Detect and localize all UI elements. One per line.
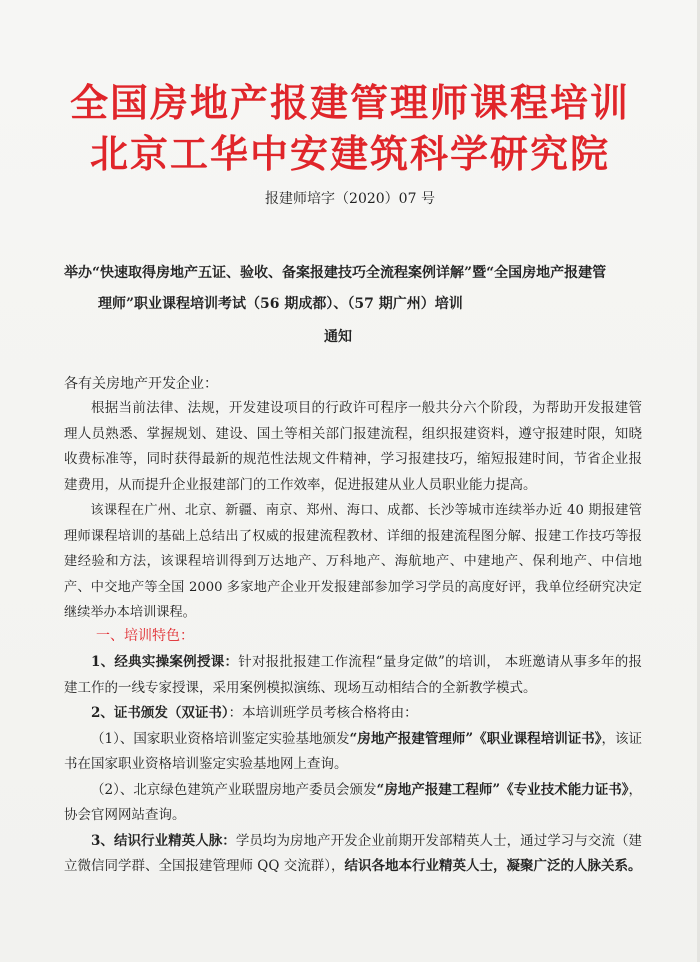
feature-item-1 xyxy=(64,650,642,701)
document-number: 报建师培字（2020）07 号 xyxy=(265,191,435,207)
paragraph-1-text: 根据当前法律、法规，开发建设项目的行政许可程序一般共分六个阶段，为帮助开发报建管理人员熟悉、掌握规划、建设、国土等相关部门报建流程，组织报建资料，遵守报建时限，知晓收费标准等，同时获得最新的规范性法规文件精神，学习报建技巧，缩短报建时间，节省企业报建费用，从而提升企业报建部门的工作效率，促进报建从业人员职业能力提高。 xyxy=(64,400,642,493)
salutation: 各有关房地产开发企业： xyxy=(64,376,218,392)
header-title-line1: 全国房地产报建管理师课程培训 xyxy=(69,81,630,125)
header-title-line2: 北京工华中安建筑科学研究院 xyxy=(89,132,610,176)
feature-item-3 xyxy=(64,829,642,880)
feature-item-2-2-a: （2）、北京绿色建筑产业联盟房地产委员会颁发 xyxy=(91,781,377,798)
feature-item-2-1 xyxy=(64,727,642,778)
feature-item-2-1-b: “房地产报建管理师”《职业课程培训证书》 xyxy=(349,730,602,747)
feature-item-3-label: 3、结识行业精英人脉： xyxy=(91,832,236,849)
feature-item-2-2-c: ，协会官网网站查询。 xyxy=(64,781,643,823)
feature-item-2-2 xyxy=(64,778,642,829)
feature-item-1-label: 1、经典实操案例授课： xyxy=(91,654,239,670)
feature-item-2-2-b: “房地产报建工程师”《专业技术能力证书》 xyxy=(376,781,629,798)
feature-item-3-text-b: 结识各地本行业精英人士，凝聚广泛的人脉关系。 xyxy=(344,858,642,874)
subject-line2: 理师”职业课程培训考试（56 期成都）、（57 期广州）培训 xyxy=(98,296,463,312)
section-heading-features: 一、培训特色： xyxy=(96,628,194,644)
feature-item-2 xyxy=(64,701,642,727)
subject-notice: 通知 xyxy=(324,329,352,345)
feature-list xyxy=(64,650,642,880)
paragraph-2 xyxy=(64,498,642,626)
feature-item-2-text: ：本培训班学员考核合格将由： xyxy=(228,705,418,721)
paragraph-2-text: 该课程在广州、北京、新疆、南京、郑州、海口、成都、长沙等城市连续举办近 40 期报建管理师课程培训的基础上总结出了权威的报建流程教材、详细的报建流程图分解、报建工作技巧等报建经验和方法，该课程培训得到万达地产、万科地产、海航地产、中建地产、保利地产、中信地产、中交地产等全国 2000 多家地产企业开发报建部参加学习学员的高度好评，我单位经研究决定继续举办本培训课程。 xyxy=(64,503,642,620)
paragraph-1 xyxy=(64,396,642,498)
feature-item-2-1-a: （1）、国家职业资格培训鉴定实验基地颁发 xyxy=(91,730,350,747)
feature-item-2-1-c: ，该证书在国家职业资格培训鉴定实验基地网上查询。 xyxy=(64,730,643,772)
feature-item-2-label: 2、证书颁发（双证书） xyxy=(91,705,229,721)
subject-line1: 举办“快速取得房地产五证、验收、备案报建技巧全流程案例详解”暨“全国房地产报建管 xyxy=(64,265,607,281)
feature-item-1-text: 针对报批报建工作流程“量身定做”的培训， 本班邀请从事多年的报建工作的一线专家授课，采用案例模拟演练、现场互动相结合的全新教学模式。 xyxy=(64,654,642,696)
feature-item-3-text-a: 学员均为房地产开发企业前期开发部精英人士，通过学习与交流（建立微信同学群、全国报建管理师 QQ 交流群）， xyxy=(64,832,642,874)
